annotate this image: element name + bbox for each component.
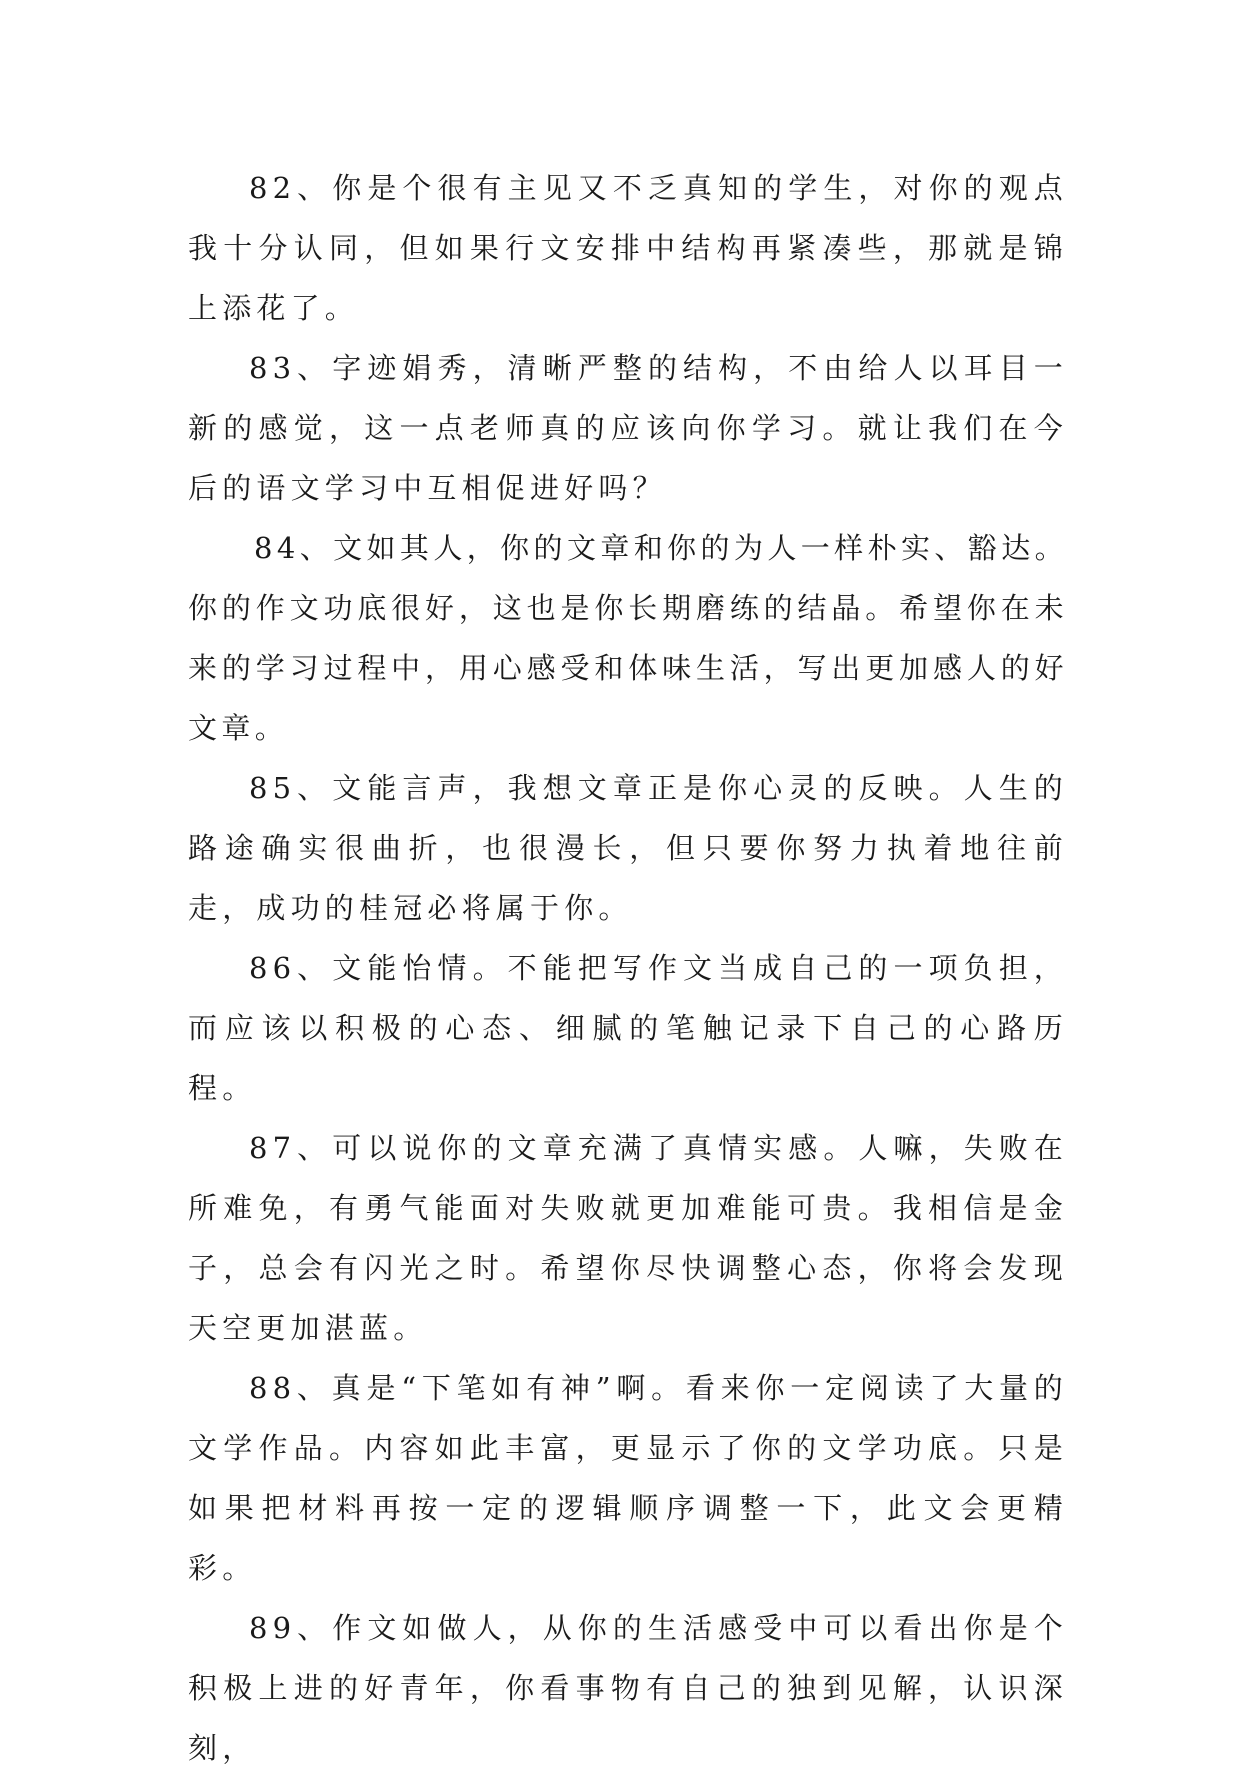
comment-paragraph-88: 88、真是“下笔如有神”啊。看来你一定阅读了大量的文学作品。内容如此丰富，更显示了你的文学功底。只是如果把材料再按一定的逻辑顺序调整一下，此文会更精彩。	[188, 1371, 1068, 1585]
comment-paragraph-89: 89、作文如做人，从你的生活感受中可以看出你是个积极上进的好青年，你看事物有自己的独到见解，认识深刻，	[188, 1611, 1068, 1765]
comment-paragraph-84: 84、文如其人，你的文章和你的为人一样朴实、豁达。你的作文功底很好，这也是你长期磨练的结晶。希望你在未来的学习过程中，用心感受和体味生活，写出更加感人的好文章。	[188, 531, 1068, 745]
comment-paragraph-83: 83、字迹娟秀，清晰严整的结构，不由给人以耳目一新的感觉，这一点老师真的应该向你学习。就让我们在今后的语文学习中互相促进好吗？	[188, 351, 1068, 505]
comment-paragraph-86: 86、文能怡情。不能把写作文当成自己的一项负担，而应该以积极的心态、细腻的笔触记录下自己的心路历程。	[188, 951, 1068, 1105]
comment-paragraph-82: 82、你是个很有主见又不乏真知的学生，对你的观点我十分认同，但如果行文安排中结构再紧凑些，那就是锦上添花了。	[188, 171, 1068, 325]
comment-paragraph-87: 87、可以说你的文章充满了真情实感。人嘛，失败在所难免，有勇气能面对失败就更加难能可贵。我相信是金子，总会有闪光之时。希望你尽快调整心态，你将会发现天空更加湛蓝。	[188, 1131, 1068, 1345]
document-body	[188, 158, 1068, 1778]
comment-paragraph-85: 85、文能言声，我想文章正是你心灵的反映。人生的路途确实很曲折，也很漫长，但只要你努力执着地往前走，成功的桂冠必将属于你。	[188, 771, 1068, 925]
